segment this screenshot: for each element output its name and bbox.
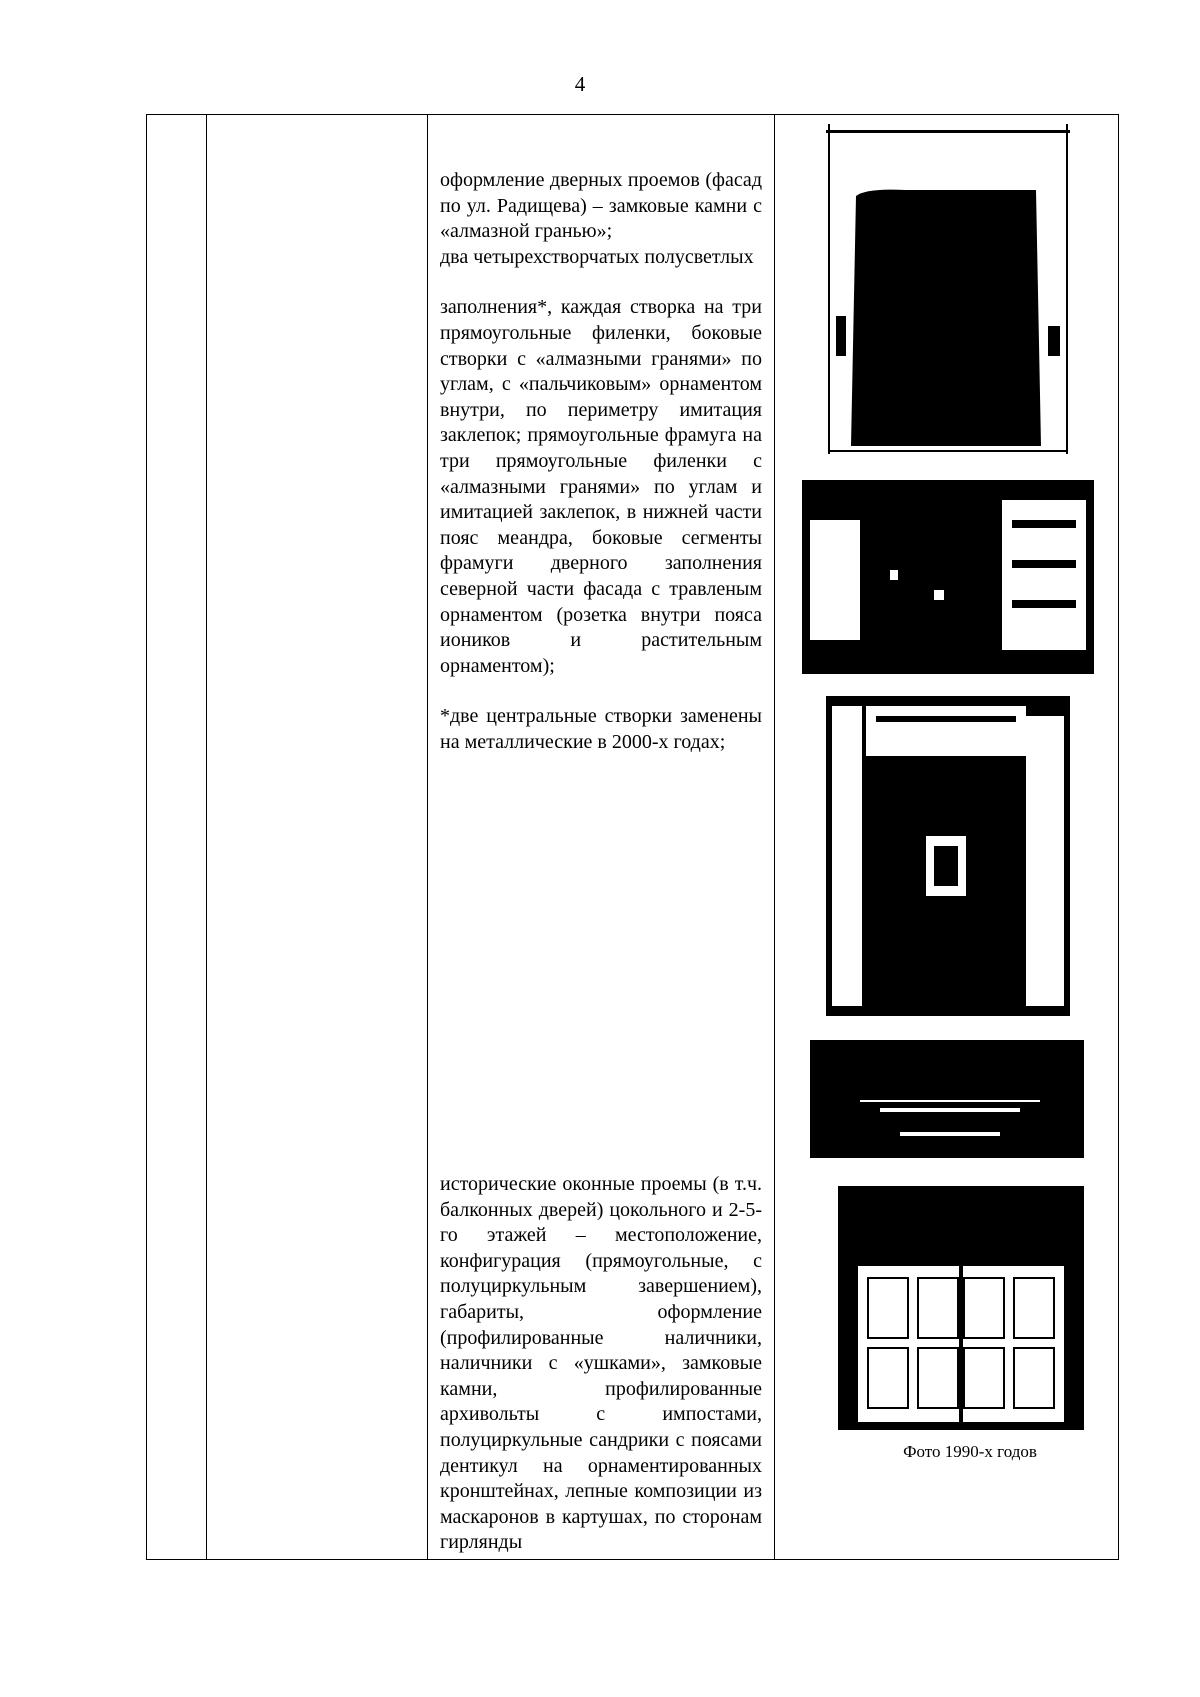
paragraph-footnote: *две центральные створки заменены на металлические в 2000-х годах; [440, 705, 762, 753]
photo-door-1990s [838, 1186, 1084, 1430]
page-number: 4 [574, 72, 586, 96]
photo-caption: Фото 1990-х годов [903, 1442, 1037, 1461]
paragraph-door-fillings: заполнения*, каждая створка на три прямоугольные филенки, боковые створки с «алмазными гранями» по углам, с «пальчиковым» орнаментом внутри, по периметру имитация заклепок; прямоугольные фрамуга на три прямоугольные филенки с «алмазными гранями» по углам и имитацией заклепок, в нижней части пояс меандра, боковые сегменты фрамуги дверного заполнения северной части фасада с травленым орнаментом (розетка внутри пояса иоников и растительным орнаментом); [440, 296, 762, 677]
photo-transom [810, 1040, 1084, 1158]
photo-doorway-2 [802, 480, 1094, 674]
photo-doorway-1 [826, 116, 1070, 454]
text-block-doorways [440, 168, 762, 755]
paragraph-door-fillings-intro: два четырехстворчатых полусветлых [440, 245, 754, 268]
text-block-windows [440, 1172, 762, 1556]
paragraph-window-openings: исторические оконные проемы (в т.ч. балконных дверей) цокольного и 2-5-го этажей – местоположение, конфигурация (прямоугольные, с полуциркульным завершением), габариты, оформление (профилированные наличники, наличники с «ушками», замковые камни, профилированные архивольты с импостами, полуциркульные сандрики с поясами дентикул на орнаментированных кронштейнах, лепные композиции из маскаронов в картушах, по сторонам гирлянды [440, 1173, 762, 1554]
table-column-divider-3 [774, 114, 775, 1560]
photo-doorway-3 [826, 696, 1070, 1016]
table-column-divider-2 [427, 114, 428, 1560]
table-column-divider-1 [206, 114, 207, 1560]
paragraph-doorway-frames: оформление дверных проемов (фасад по ул. Радищева) – замковые камни с «алмазной гранью»; [440, 169, 762, 243]
